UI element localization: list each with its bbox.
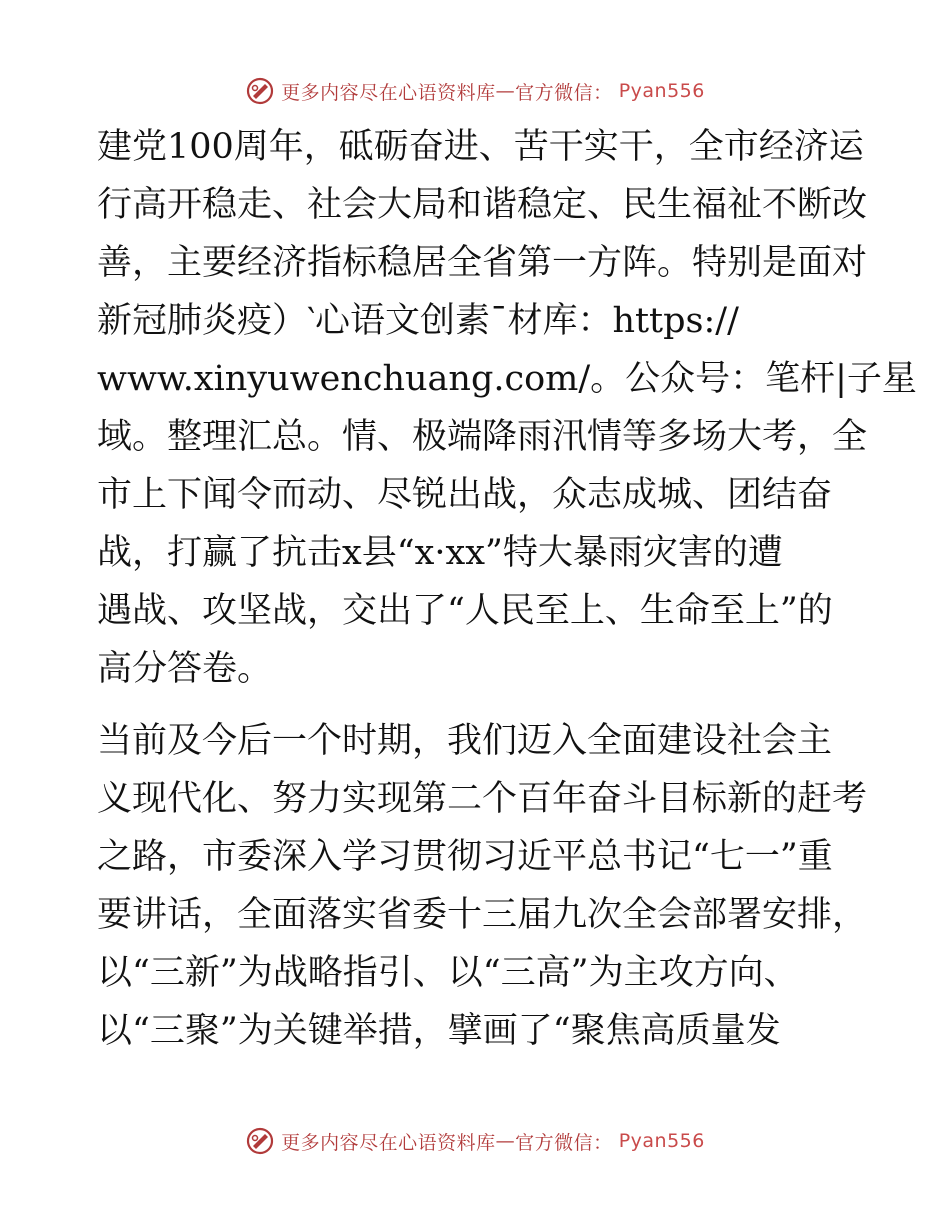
text-line: 行高开稳走、社会大局和谐稳定、民生福祉不断改 <box>97 185 868 225</box>
footer-wechat-id: Pyan556 <box>618 1130 705 1152</box>
header-wechat-label: 官方微信： <box>515 81 613 104</box>
header-wechat-id: Pyan556 <box>618 80 705 102</box>
text-line: 新冠肺炎疫）‵心语文创素¯材库：https:// <box>97 301 739 341</box>
text-line: 域。整理汇总。情、极端降雨汛情等多场大考，全 <box>97 417 868 457</box>
header-separator: — <box>495 80 516 102</box>
header-slogan: 更多内容尽在心语资料库 <box>281 81 496 104</box>
footer-watermark-banner <box>0 1121 950 1161</box>
paragraph-1 <box>97 118 917 698</box>
text-line: 义现代化、努力实现第二个百年奋斗目标新的赶考 <box>97 779 868 819</box>
text-line: 建党100周年，砥砺奋进、苦干实干，全市经济运 <box>97 127 864 167</box>
text-line: 市上下闻令而动、尽锐出战，众志成城、团结奋 <box>97 475 833 515</box>
text-line: 遇战、攻坚战，交出了“人民至上、生命至上”的 <box>97 591 833 631</box>
text-line: 以“三新”为战略指引、以“三高”为主攻方向、 <box>97 953 799 993</box>
header-watermark-banner <box>0 71 950 111</box>
paragraph-2 <box>97 712 868 1060</box>
text-line: 高分答卷。 <box>97 649 273 689</box>
footer-slogan: 更多内容尽在心语资料库 <box>281 1131 496 1154</box>
brand-logo-icon <box>245 76 275 106</box>
text-line: 以“三聚”为关键举措，擘画了“聚焦高质量发 <box>97 1011 781 1051</box>
text-line: 当前及今后一个时期，我们迈入全面建设社会主 <box>97 721 833 761</box>
text-line: 善，主要经济指标稳居全省第一方阵。特别是面对 <box>97 243 868 283</box>
document-body <box>97 118 917 1060</box>
paragraph-gap <box>97 698 857 712</box>
brand-logo-icon <box>245 1126 275 1156</box>
footer-wechat-label: 官方微信： <box>515 1131 613 1154</box>
text-line: 之路，市委深入学习贯彻习近平总书记“七一”重 <box>97 837 833 877</box>
text-line: 要讲话，全面落实省委十三届九次全会部署安排， <box>97 895 868 935</box>
footer-separator: — <box>495 1130 516 1152</box>
text-line: 战，打赢了抗击x县“x·xx”特大暴雨灾害的遭 <box>97 533 783 573</box>
text-line: www.xinyuwenchuang.com/。公众号：笔杆|子星 <box>97 359 917 399</box>
